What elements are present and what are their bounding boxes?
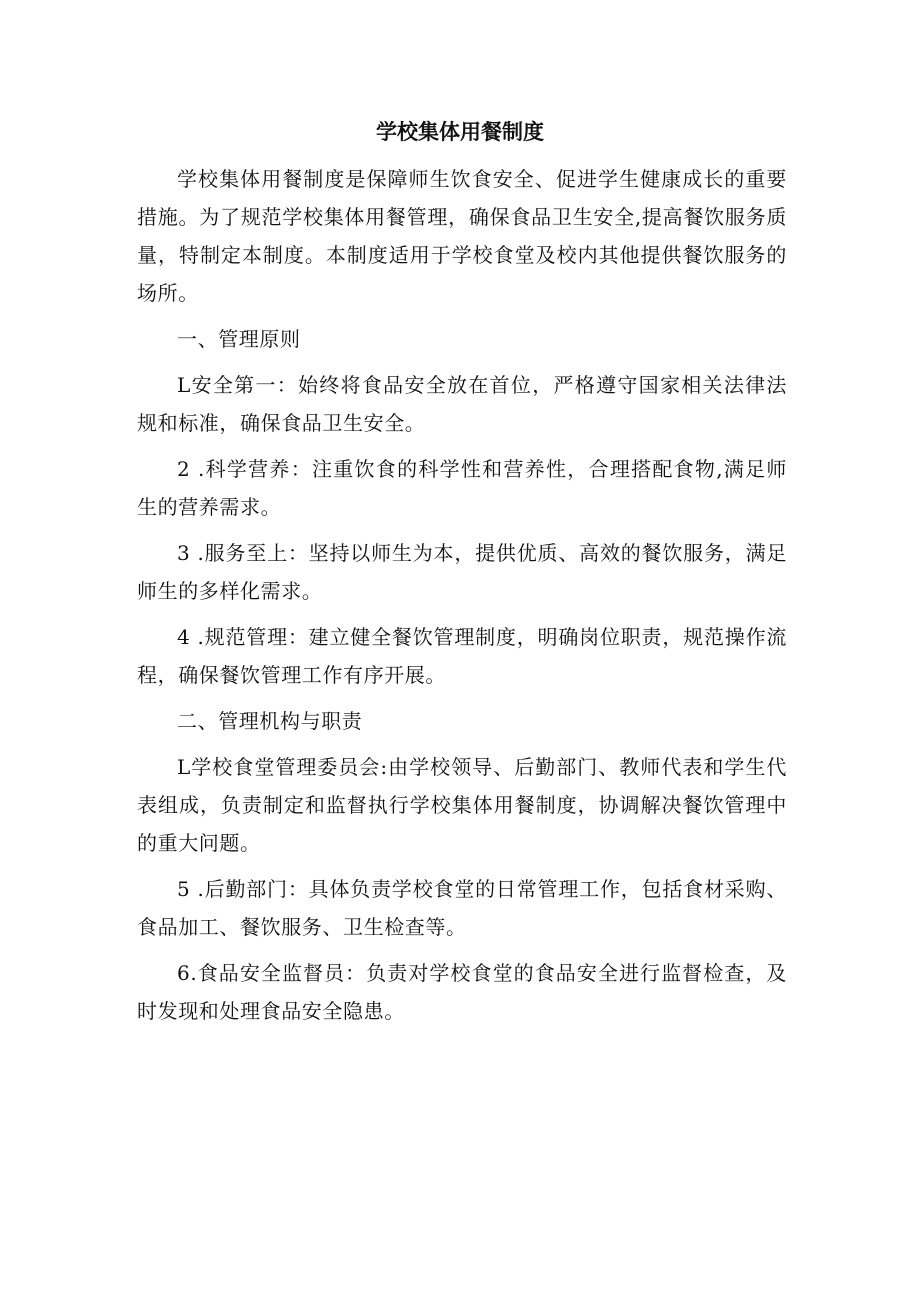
paragraph-organization-1: L学校食堂管理委员会:由学校领导、后勤部门、教师代表和学生代表组成，负责制定和监督执行学校集体用餐制度，协调解决餐饮管理中的重大问题。: [137, 755, 787, 855]
paragraph-principle-4: 4 .规范管理：建立健全餐饮管理制度，明确岗位职责，规范操作流程，确保餐饮管理工作有序开展。: [137, 625, 787, 687]
document-title: 学校集体用餐制度: [376, 120, 544, 144]
paragraph-organization-2: 5 .后勤部门：具体负责学校食堂的日常管理工作，包括食材采购、食品加工、餐饮服务、卫生检查等。: [137, 877, 787, 939]
document-body: [137, 160, 787, 1038]
paragraph-principle-2: 2 .科学营养：注重饮食的科学性和营养性，合理搭配食物,满足师生的营养需求。: [137, 457, 787, 519]
section-heading-organization: 二、管理机构与职责: [177, 709, 363, 733]
paragraph-principle-1: L安全第一：始终将食品安全放在首位，严格遵守国家相关法律法规和标准，确保食品卫生安全。: [137, 373, 787, 435]
section-heading-management-principles: 一、管理原则: [177, 327, 301, 351]
paragraph-principle-3: 3 .服务至上：坚持以师生为本，提供优质、高效的餐饮服务，满足师生的多样化需求。: [137, 541, 787, 603]
paragraph-intro: 学校集体用餐制度是保障师生饮食安全、促进学生健康成长的重要措施。为了规范学校集体用餐管理，确保食品卫生安全,提高餐饮服务质量，特制定本制度。本制度适用于学校食堂及校内其他提供餐饮服务的场所。: [137, 167, 787, 305]
paragraph-organization-3: 6.食品安全监督员：负责对学校食堂的食品安全进行监督检查，及时发现和处理食品安全隐患。: [137, 961, 787, 1023]
